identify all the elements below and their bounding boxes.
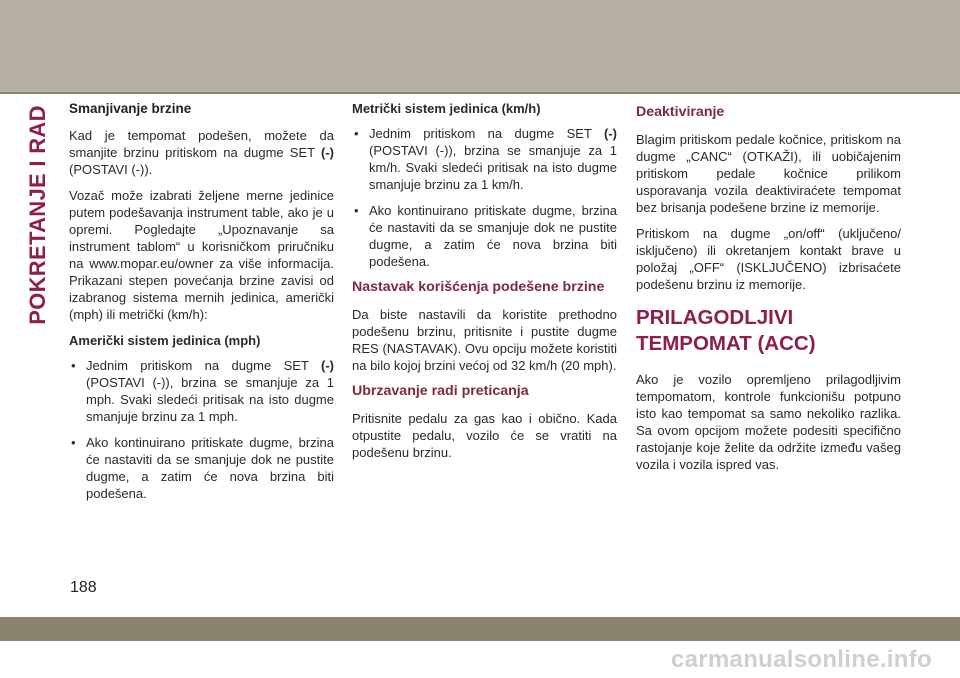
set-minus-key: (-) — [321, 145, 334, 160]
paragraph-resume-speed: Da biste nastavili da koristite prethodno podešenu brzinu, pritisnite i pustite dugme RES (NASTAVAK). Ovu opciju možete koristiti na bilo kojoj brzini većoj od 32 km/h (20 mph). — [352, 307, 617, 373]
text: (POSTAVI (-)), brzina se smanjuje za 1 km/h. Svaki sledeći pritisak na isto dugme smanjuje brzinu za 1 km/h. — [369, 143, 617, 192]
column-2 — [352, 100, 617, 470]
heading-adaptive-cruise-control: PRILAGODLJIVI TEMPOMAT (ACC) — [636, 306, 816, 355]
footer-band — [0, 617, 960, 641]
text: (POSTAVI (-)), brzina se smanjuje za 1 mph. Svaki sledeći pritisak na isto dugme smanjuje brzinu za 1 mph. — [86, 375, 334, 424]
bullet-kmh-single-press — [352, 125, 617, 193]
subheading-metric-units: Metrički sistem jedinica (km/h) — [352, 101, 541, 116]
text: Jednim pritiskom na dugme SET — [369, 126, 604, 141]
heading-smanjivanje-brzine: Smanjivanje brzine — [69, 101, 192, 116]
set-minus-key: (-) — [604, 126, 617, 141]
heading-accelerate-passing: Ubrzavanje radi preticanja — [352, 383, 529, 399]
section-side-tab-label: POKRETANJE I RAD — [25, 105, 50, 325]
text: Jednim pritiskom na dugme SET — [86, 358, 321, 373]
heading-resume-speed: Nastavak korišćenja podešene brzine — [352, 279, 605, 295]
bullet-mph-single-press — [69, 357, 334, 425]
header-band — [0, 0, 960, 92]
paragraph-units: Vozač može izabrati željene merne jedinice putem podešavanja instrument table, ako je u opremi. Pogledajte „Upoznavanje sa instrument tablom“ u korisničkom priručniku na www.mopar.eu/owner za više informacija. Prikazani stepen povećanja brzine zavisi od izabranog sistema mernih jedinica, američki (mph) ili metrički (km/h): — [69, 188, 334, 322]
set-minus-key: (-) — [321, 358, 334, 373]
paragraph-deactivation-onoff: Pritiskom na dugme „on/off“ (uključeno/ isključeno) ili okretanjem kontakt brave u položaj „OFF“ (ISKLJUČENO) izbrisaćete podešenu brzinu iz memorije. — [636, 226, 901, 292]
paragraph-reduce-speed — [69, 127, 334, 178]
subheading-us-units: Američki sistem jedinica (mph) — [69, 333, 261, 348]
watermark-text: carmanualsonline.info — [670, 646, 932, 673]
text: (POSTAVI (-)). — [69, 162, 153, 177]
text: Kad je tempomat podešen, možete da smanjite brzinu pritiskom na dugme SET — [69, 128, 334, 160]
page-number: 188 — [70, 579, 97, 596]
bullet-mph-continuous-press: • Ako kontinuirano pritiskate dugme, brzina će nastaviti da se smanjuje dok ne pustite dugme, a zatim će nova brzina biti podešena. — [69, 434, 334, 502]
paragraph-acc: Ako je vozilo opremljeno prilagodljivim tempomatom, kontrole funkcionišu potpuno isto kao tempomat sa samo nekoliko razlika. Sa ovom opcijom možete podesiti specifično rastojanje koje želite da održite između vašeg vozila i vozila ispred vas. — [636, 372, 901, 472]
bullet-kmh-continuous-press: • Ako kontinuirano pritiskate dugme, brzina će nastaviti da se smanjuje dok ne pustite dugme, a zatim će nova brzina biti podešena. — [352, 202, 617, 270]
section-side-tab — [26, 99, 50, 331]
heading-deactivation: Deaktiviranje — [636, 104, 725, 120]
column-3 — [636, 100, 901, 482]
paragraph-deactivation-brake: Blagim pritiskom pedale kočnice, pritiskom na dugme „CANC“ (OTKAŽI), ili uobičajenim pritiskom pedale kočnice prilikom usporavanja vozila deaktiviraćete tempomat bez brisanja podešene brzine iz memorije. — [636, 132, 901, 215]
paragraph-accelerate-passing: Pritisnite pedalu za gas kao i obično. Kada otpustite pedalu, vozilo će se vratiti na podešenu brzinu. — [352, 411, 617, 460]
column-1 — [69, 100, 334, 511]
header-rule — [0, 92, 960, 94]
